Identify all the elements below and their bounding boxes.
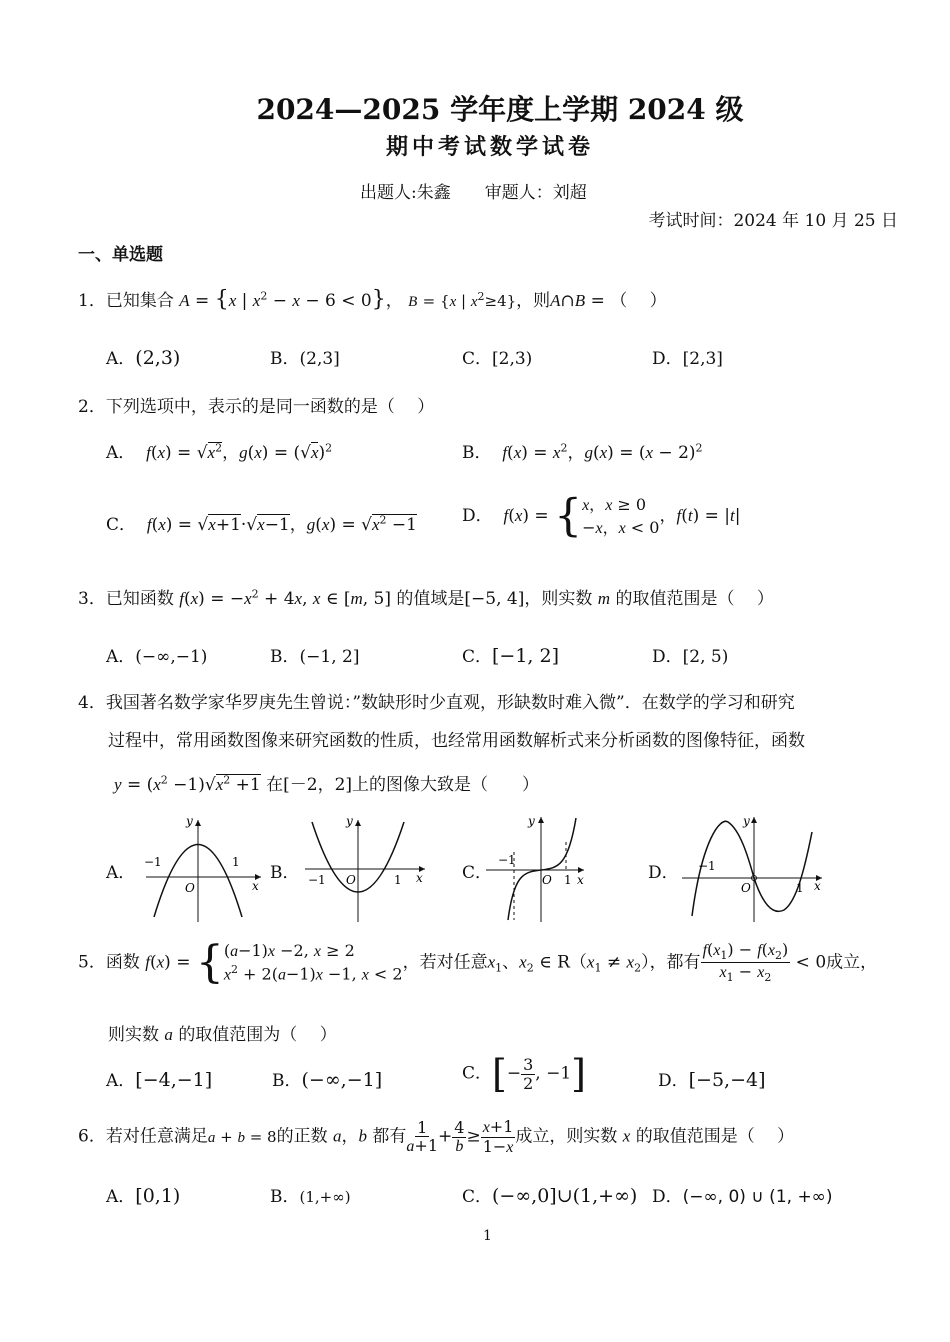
exam-time: 考试时间：2024 年 10 月 25 日 [648, 211, 898, 231]
q1-text-d: （ ） [610, 291, 667, 311]
q5-option-a: A．[−4,−1] [106, 1069, 213, 1091]
q2-option-d: D． f(x) = { x，x ≥ 0 −x，x < 0 ，f(t) = |t| [462, 490, 741, 542]
question-6: 6．若对任意满足a + b = 8的正数 a，b 都有 $\frac{1}{a+1}$ + $\frac{4}{b}$ ≥ $\frac{x+1}{1-x}$ 成立，则实数 x 的取值范围是（ ） [78, 1117, 795, 1156]
title-line-2: 期中考试数学试卷 [385, 134, 594, 160]
svg-text:−1: −1 [498, 853, 516, 867]
svg-text:−1: −1 [144, 855, 162, 869]
q1-number: 1． [78, 291, 106, 311]
svg-text:O: O [185, 881, 195, 895]
q6-option-c: C．(−∞,0]∪(1,+∞) [462, 1185, 638, 1207]
q4-option-d: D． [648, 863, 679, 883]
question-5-line-2: 则实数 a 的取值范围为（ ） [108, 1025, 337, 1045]
svg-text:O: O [542, 873, 552, 887]
svg-text:1: 1 [564, 873, 572, 887]
q2-option-c: C． f(x) = √x+1·√x−1，$g(x) = √x^2 -1$ [106, 513, 417, 535]
svg-text:x: x [814, 879, 821, 893]
question-4-line-2: 过程中，常用函数图像来研究函数的性质，也经常用函数解析式来分析函数的图像特征，函数 [108, 731, 805, 751]
svg-text:1: 1 [394, 873, 402, 887]
question-1: 1．已知集合 A = {x | $x^2 - x - 6 < 0$}， B = {x | $x^2\ge 4$}，则A∩B = （ ） [78, 287, 667, 312]
section-heading: 一、单选题 [78, 245, 163, 265]
q2-option-a: A． $f(x) = √x^2$，$g(x) = (√x)^2$ [106, 441, 333, 463]
q6-option-a: A．[0,1) [106, 1185, 181, 1207]
svg-text:O: O [741, 881, 751, 895]
graph-d [680, 812, 830, 924]
q4-option-b: B． [270, 863, 300, 883]
svg-text:x: x [577, 873, 584, 887]
question-5: 5．函数 f(x) = { (a−1)x −2, x ≥ 2 $x^2 + 2(a-1)x -1$, x < 2 ，若对任意$x_1$、$x_2$ ∈ $R(x_1 \ne x_2)$，都有 $\frac{f(x_1) - f(x_2)}{x_1 - x_2}$ < 0成立， [78, 936, 878, 988]
graph-b [300, 812, 430, 924]
q6-option-b: B．(1,+∞) [270, 1187, 351, 1207]
svg-text:−1: −1 [698, 859, 716, 873]
question-3: 3．已知函数 $f(x) = -x^2 + 4x$, x ∈ [m, 5] 的值域是[−5, 4]，则实数 m 的取值范围是（ ） [78, 587, 774, 609]
svg-text:1: 1 [796, 881, 804, 895]
q3-option-a: A．(−∞,−1) [106, 647, 208, 667]
q1-text-a: 已知集合 [105, 291, 174, 311]
q6-option-d: D．(−∞, 0) ∪ (1, +∞) [652, 1187, 833, 1207]
svg-text:y: y [743, 814, 750, 828]
page-number: 1 [483, 1228, 492, 1244]
svg-text:y: y [346, 814, 353, 828]
svg-text:−1: −1 [308, 873, 326, 887]
q3-option-b: B．(−1, 2] [270, 647, 360, 667]
q5-option-d: D．[−5,−4] [658, 1069, 766, 1091]
q1-option-b: B．(2,3] [270, 349, 340, 369]
svg-text:y: y [528, 814, 535, 828]
q1-option-c: C．[2,3) [462, 349, 533, 369]
q1-text-b: ， [385, 291, 403, 311]
q5-option-c: C．[− $\frac{3}{2}$ , −1] [462, 1052, 586, 1096]
question-4-line-1: 4．我国著名数学家华罗庚先生曾说：”数缺形时少直观，形缺数时难入微”．在数学的学习和研究 [78, 693, 795, 713]
q1-text-c: ，则 [516, 291, 551, 311]
graph-c [484, 812, 594, 924]
svg-text:O: O [346, 873, 356, 887]
q3-option-d: D．[2, 5) [652, 647, 729, 667]
svg-text:y: y [186, 814, 193, 828]
svg-text:x: x [252, 879, 259, 893]
question-4-line-3: $y = (x^2 -1)√x^2 +1$ 在[－2，2]上的图像大致是（ ） [114, 773, 540, 795]
q3-option-c: C．[−1, 2] [462, 645, 560, 667]
svg-text:1: 1 [232, 855, 240, 869]
authors: 出题人:朱鑫 审题人：刘超 [360, 183, 587, 203]
q2-option-b: B． $f(x) = x^2$，$g(x) = (x - 2)^2$ [462, 441, 703, 463]
title-line-1: 2024—2025 学年度上学期 2024 级 [256, 93, 744, 126]
graph-a [136, 812, 266, 924]
q1-option-d: D．[2,3] [652, 349, 723, 369]
svg-text:x: x [416, 871, 423, 885]
q5-option-b: B．(−∞,−1] [272, 1069, 383, 1091]
q4-option-a: A． [106, 863, 136, 883]
q1-option-a: A．(2,3) [106, 347, 181, 369]
q4-option-c: C． [462, 863, 493, 883]
question-2: 2．下列选项中，表示的是同一函数的是（ ） [78, 397, 435, 417]
